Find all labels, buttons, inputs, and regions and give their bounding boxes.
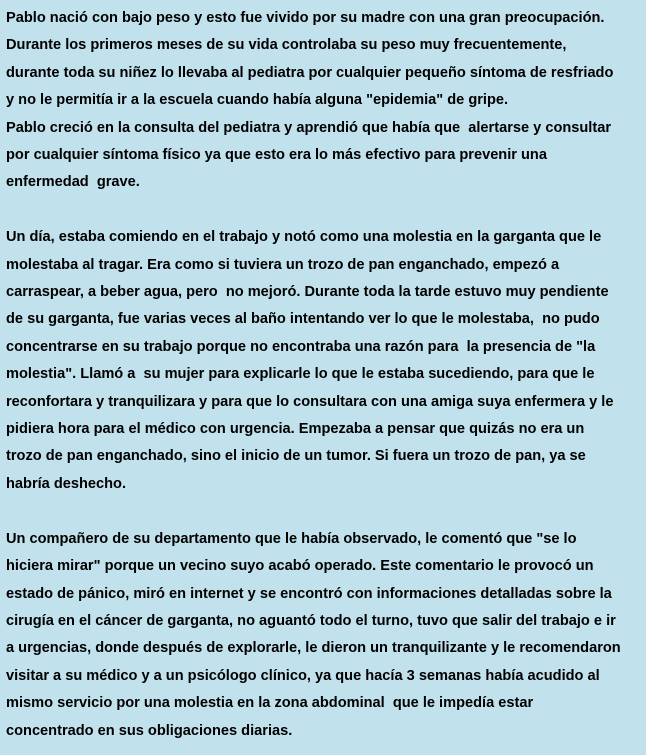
text-line: y no le permitía ir a la escuela cuando había alguna "epidemia" de gripe. (6, 92, 509, 109)
text-line: carraspear, a beber agua, pero no mejoró. Durante toda la tarde estuvo muy pendiente (6, 284, 609, 301)
text-line: Pablo nació con bajo peso y esto fue vivido por su madre con una gran preocupación. (6, 10, 605, 26)
paragraph-spacer (6, 498, 640, 525)
text-line: hiciera mirar" porque un vecino suyo acabó operado. Este comentario le provocó un (6, 558, 594, 575)
text-line: pidiera hora para el médico con urgencia. Empezaba a pensar que quizás no era un (6, 421, 585, 438)
text-line: enfermedad grave. (6, 174, 140, 191)
text-line: Un día, estaba comiendo en el trabajo y notó como una molestia en la garganta que le (6, 229, 602, 246)
text-line: habría deshecho. (6, 475, 127, 492)
text-line: reconfortara y tranquilizara y para que lo consultara con una amiga suya enfermera y le (6, 393, 614, 410)
text-line: Durante los primeros meses de su vida controlaba su peso muy frecuentemente, (6, 37, 567, 54)
paragraph-1 (6, 5, 640, 197)
paragraph-3 (6, 526, 640, 745)
text-line: mismo servicio por una molestia en la zona abdominal que le impedía estar (6, 695, 534, 712)
text-line: Un compañero de su departamento que le había observado, le comentó que "se lo (6, 530, 577, 547)
text-line: molestia". Llamó a su mujer para explicarle lo que le estaba sucediendo, para que le (6, 366, 595, 383)
text-line: estado de pánico, miró en internet y se encontró con informaciones detalladas sobre la (6, 585, 612, 602)
text-line: durante toda su niñez lo llevaba al pediatra por cualquier pequeño síntoma de resfriado (6, 64, 614, 81)
text-line: Pablo creció en la consulta del pediatra y aprendió que había que alertarse y consultar (6, 119, 612, 136)
paragraph-2 (6, 224, 640, 498)
text-line: visitar a su médico y a un psicólogo clínico, ya que hacía 3 semanas había acudido al (6, 667, 600, 684)
text-line: cirugía en el cáncer de garganta, no aguantó todo el turno, tuvo que salir del trabajo e ir (6, 612, 616, 629)
text-line: concentrado en sus obligaciones diarias. (6, 722, 293, 739)
text-line: molestaba al tragar. Era como si tuviera un trozo de pan enganchado, empezó a (6, 256, 560, 273)
text-line: trozo de pan enganchado, sino el inicio de un tumor. Si fuera un trozo de pan, ya se (6, 448, 586, 465)
text-line: por cualquier síntoma físico ya que esto era lo más efectivo para prevenir una (6, 147, 547, 164)
text-line: a urgencias, donde después de explorarle, le dieron un tranquilizante y le recomendaron (6, 640, 621, 657)
text-line: de su garganta, fue varias veces al baño intentando ver lo que le molestaba, no pudo (6, 311, 600, 328)
text-line: concentrarse en su trabajo porque no encontraba una razón para la presencia de "la (6, 338, 596, 355)
paragraph-spacer (6, 197, 640, 224)
